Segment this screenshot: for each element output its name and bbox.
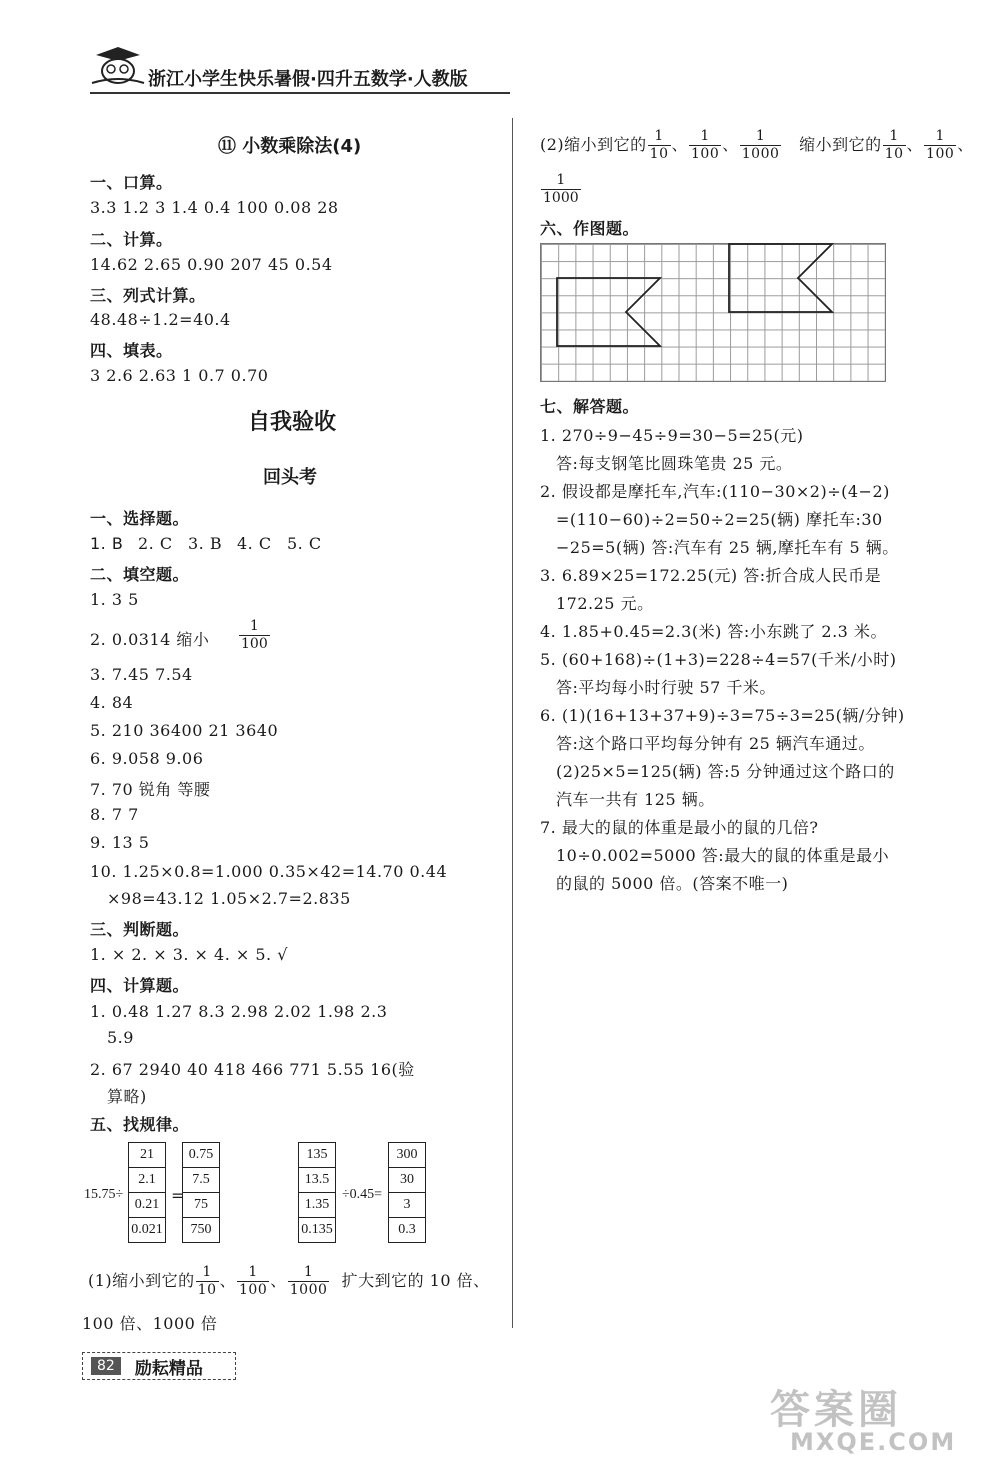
solve-line: −25=5(辆) 答:汽车有 25 辆,摩托车有 5 辆。 bbox=[556, 538, 899, 557]
section-title: ⑪ 小数乘除法(4) bbox=[218, 136, 362, 157]
solve-line: 汽车一共有 125 辆。 bbox=[556, 790, 715, 809]
fill-line: 3. 7.45 7.54 bbox=[90, 665, 193, 684]
sub-title: 回头考 bbox=[263, 467, 317, 488]
pattern-left-label: 15.75÷ bbox=[84, 1187, 124, 1202]
q2-mid: 缩小到它的 bbox=[799, 135, 882, 154]
q2-fraction bbox=[689, 128, 721, 163]
fraction-denominator: 10 bbox=[884, 146, 904, 162]
header-rule bbox=[90, 92, 510, 94]
fill-line: 7. 70 锐角 等腰 bbox=[90, 780, 211, 799]
table-cell: 300 bbox=[389, 1143, 426, 1168]
q1-fraction bbox=[237, 1264, 269, 1299]
solve-line: (2)25×5=125(辆) 答:5 分钟通过这个路口的 bbox=[556, 762, 895, 781]
column-divider bbox=[512, 118, 513, 1328]
fill-line: 4. 84 bbox=[90, 693, 134, 712]
pattern-table-3 bbox=[298, 1142, 336, 1243]
pattern-q1-line2: 100 倍、1000 倍 bbox=[82, 1314, 218, 1333]
solve-line: 7. 最大的鼠的体重是最小的鼠的几倍? bbox=[540, 818, 819, 837]
fill-line: 5. 210 36400 21 3640 bbox=[90, 721, 279, 740]
table-cell: 1.35 bbox=[299, 1193, 336, 1218]
fraction-denominator: 10 bbox=[197, 1282, 217, 1298]
calc-line: 1. 0.48 1.27 8.3 2.98 2.02 1.98 2.3 bbox=[90, 1002, 388, 1021]
fraction-numerator: 1 bbox=[202, 1264, 212, 1280]
q1-fraction bbox=[196, 1264, 219, 1299]
fraction-denominator: 1000 bbox=[289, 1282, 328, 1298]
q2-line: (2)缩小到它的 $\frac{1}{10}$ 、 $\frac{1}{100}$ 、 $\frac{1}{1000}$ 缩小到它的 $\frac{1}{10}$ 、 $\frac{1}{100}$ 、 bbox=[540, 128, 974, 162]
s2-body: 14.62 2.65 0.90 207 45 0.54 bbox=[90, 255, 333, 274]
fill-line: 8. 7 7 bbox=[90, 805, 139, 824]
table-cell: 2.1 bbox=[129, 1168, 166, 1193]
fill-line: 2. 0.0314 缩小 bbox=[90, 630, 210, 649]
choice-item: 1. B bbox=[90, 534, 124, 553]
translated-shape bbox=[729, 244, 832, 312]
table-cell: 750 bbox=[183, 1218, 220, 1243]
solve-line: 的鼠的 5000 倍。(答案不唯一) bbox=[556, 874, 789, 893]
fraction-numerator: 1 bbox=[700, 128, 710, 144]
drawing-figures bbox=[540, 243, 886, 382]
pattern-div-label: ÷0.45= bbox=[342, 1187, 383, 1202]
fill-line: 1. 3 5 bbox=[90, 590, 139, 609]
table-cell: 7.5 bbox=[183, 1168, 220, 1193]
fraction-numerator: 1 bbox=[303, 1264, 314, 1280]
fraction-numerator: 1 bbox=[248, 1264, 258, 1280]
table-cell: 75 bbox=[183, 1193, 220, 1218]
fill-line: 9. 13 5 bbox=[90, 833, 150, 852]
choice-item: 4. C bbox=[237, 534, 272, 553]
fill-line: ×98=43.12 1.05×2.7=2.835 bbox=[107, 889, 351, 908]
pattern-table-1 bbox=[128, 1142, 166, 1243]
q2-fraction bbox=[883, 128, 906, 163]
q1-tail: 扩大到它的 10 倍、 bbox=[341, 1271, 490, 1290]
solve-line: =(110−60)÷2=50÷2=25(辆) 摩托车:30 bbox=[556, 510, 883, 529]
solve-line: 6. (1)(16+13+37+9)÷3=75÷3=25(辆/分钟) bbox=[540, 706, 905, 725]
solve-line: 172.25 元。 bbox=[556, 594, 654, 613]
solve-line: 10÷0.002=5000 答:最大的鼠的体重是最小 bbox=[556, 846, 890, 865]
q2-fraction bbox=[740, 128, 782, 163]
table-cell: 0.75 bbox=[183, 1143, 220, 1168]
fraction-denominator: 100 bbox=[241, 636, 268, 652]
table-cell: 30 bbox=[389, 1168, 426, 1193]
s3-head: 三、列式计算。 bbox=[90, 286, 206, 305]
s3-body: 48.48÷1.2=40.4 bbox=[90, 310, 231, 329]
fraction-numerator: 1 bbox=[556, 172, 566, 188]
s2-head: 二、计算。 bbox=[90, 230, 173, 249]
fraction-numerator: 1 bbox=[935, 128, 945, 144]
original-shape bbox=[557, 278, 660, 346]
fraction-denominator: 1000 bbox=[543, 190, 579, 206]
solve-line: 3. 6.89×25=172.25(元) 答:折合成人民币是 bbox=[540, 566, 882, 585]
solve-line: 2. 假设都是摩托车,汽车:(110−30×2)÷(4−2) bbox=[540, 482, 890, 501]
q2-text: (2)缩小到它的 bbox=[540, 135, 647, 154]
s4-body: 3 2.6 2.63 1 0.7 0.70 bbox=[90, 366, 269, 385]
watermark-logo: 答案圈 bbox=[770, 1387, 902, 1433]
fraction-denominator: 100 bbox=[926, 146, 955, 162]
calc-line: 5.9 bbox=[107, 1028, 134, 1047]
q2-fraction bbox=[648, 128, 671, 163]
q1-fraction bbox=[288, 1264, 330, 1299]
calc-line: 2. 67 2940 40 418 466 771 5.55 16(验 bbox=[90, 1060, 415, 1079]
s1-body: 3.3 1.2 3 1.4 0.4 100 0.08 28 bbox=[90, 198, 339, 217]
pattern-equals: = bbox=[171, 1186, 185, 1205]
draw-head: 六、作图题。 bbox=[540, 219, 640, 238]
pattern-q1: (1)缩小到它的 $\frac{1}{10}$ 、 $\frac{1}{100}$ 、 $\frac{1}{1000}$ 扩大到它的 10 倍、 bbox=[88, 1264, 490, 1298]
choice-head: 一、选择题。 bbox=[90, 509, 190, 528]
solve-line: 5. (60+168)÷(1+3)=228÷4=57(千米/小时) bbox=[540, 650, 897, 669]
table-cell: 13.5 bbox=[299, 1168, 336, 1193]
solve-head: 七、解答题。 bbox=[540, 397, 640, 416]
solve-line: 1. 270÷9−45÷9=30−5=25(元) bbox=[540, 426, 804, 445]
choice-item: 2. C bbox=[138, 534, 173, 553]
fraction-numerator: 1 bbox=[889, 128, 899, 144]
solve-line: 4. 1.85+0.45=2.3(米) 答:小东跳了 2.3 米。 bbox=[540, 622, 887, 641]
s1-head: 一、口算。 bbox=[90, 173, 173, 192]
watermark-url: MXQE.COM bbox=[790, 1428, 957, 1456]
fraction-numerator: 1 bbox=[654, 128, 664, 144]
table-cell: 0.021 bbox=[129, 1218, 166, 1243]
choice-item: 5. C bbox=[287, 534, 322, 553]
table-cell: 0.3 bbox=[389, 1218, 426, 1243]
q2-fraction bbox=[924, 128, 956, 163]
s4-head: 四、填表。 bbox=[90, 341, 173, 360]
fraction-denominator: 10 bbox=[649, 146, 669, 162]
calc-line: 算略) bbox=[107, 1087, 147, 1106]
fraction-denominator: 100 bbox=[691, 146, 720, 162]
fill-line: 6. 9.058 9.06 bbox=[90, 749, 204, 768]
footer-badge bbox=[82, 1352, 236, 1380]
fraction-denominator: 100 bbox=[239, 1282, 268, 1298]
pattern-table-2 bbox=[182, 1142, 220, 1243]
page-number: 82 bbox=[91, 1357, 121, 1375]
solve-line: 答:平均每小时行驶 57 千米。 bbox=[556, 678, 776, 697]
fill-head: 二、填空题。 bbox=[90, 565, 190, 584]
pattern-table-4 bbox=[388, 1142, 426, 1243]
table-cell: 21 bbox=[129, 1143, 166, 1168]
footer-brand: 励耘精品 bbox=[134, 1358, 203, 1379]
choice-item: 3. B bbox=[188, 534, 223, 553]
big-title: 自我验收 bbox=[248, 410, 337, 435]
table-cell: 0.135 bbox=[299, 1218, 336, 1243]
calc-head: 四、计算题。 bbox=[90, 976, 190, 995]
table-cell: 3 bbox=[389, 1193, 426, 1218]
q2-fraction-last bbox=[541, 172, 581, 207]
fraction-denominator: 1000 bbox=[741, 146, 780, 162]
fraction-numerator: 1 bbox=[755, 128, 766, 144]
header-mascot bbox=[88, 45, 146, 87]
q1-text: (1)缩小到它的 bbox=[88, 1271, 195, 1290]
fraction-numerator: 1 bbox=[249, 618, 259, 634]
solve-line: 答:每支钢笔比圆珠笔贵 25 元。 bbox=[556, 454, 793, 473]
table-cell: 135 bbox=[299, 1143, 336, 1168]
header-title: 浙江小学生快乐暑假·四升五数学·人教版 bbox=[148, 69, 468, 90]
solve-line: 答:这个路口平均每分钟有 25 辆汽车通过。 bbox=[556, 734, 875, 753]
fill-fraction bbox=[239, 618, 270, 653]
judge-head: 三、判断题。 bbox=[90, 920, 190, 939]
table-cell: 0.21 bbox=[129, 1193, 166, 1218]
fill-line: 10. 1.25×0.8=1.000 0.35×42=14.70 0.44 bbox=[90, 862, 448, 881]
judge-body: 1. × 2. × 3. × 4. × 5. √ bbox=[90, 945, 288, 964]
pattern-head: 五、找规律。 bbox=[90, 1115, 190, 1134]
